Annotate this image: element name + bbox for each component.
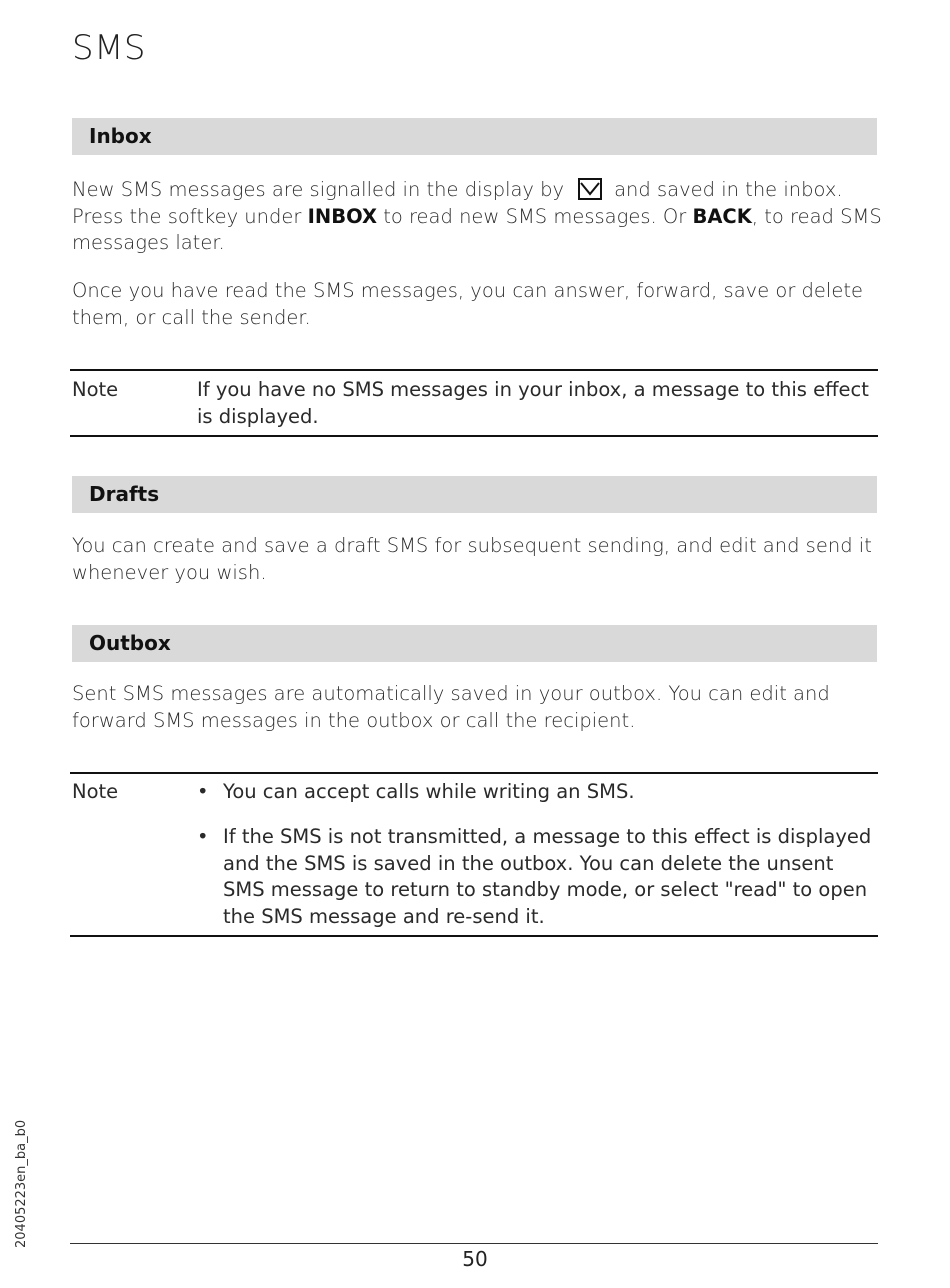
inbox-paragraph-1: New SMS messages are signalled in the display by and saved in the inbox. Press the softkey under INBOX to read new SMS messages. Or BACK, to read SMS messages later. — [72, 178, 882, 254]
note-label: Note — [72, 780, 119, 803]
footer-rule — [70, 1243, 878, 1244]
list-item: • If the SMS is not transmitted, a message to this effect is displayed and the SMS is saved in the outbox. You can delete the unsent SMS message to return to standby mode, or select "read" to open the SMS message and re-send it. — [197, 825, 872, 928]
page-title: SMS — [72, 28, 146, 68]
document-code: 20405223en_ba_b0 — [14, 1119, 29, 1248]
inbox-paragraph-2: Once you have read the SMS messages, you can answer, forward, save or delete them, or call the sender. — [72, 279, 863, 329]
page-number: 50 — [462, 1247, 488, 1271]
envelope-icon — [578, 178, 602, 200]
bullet-icon: • — [197, 825, 209, 848]
section-heading-inbox: Inbox — [72, 118, 877, 155]
note-label: Note — [72, 378, 119, 401]
section-heading-drafts: Drafts — [72, 476, 877, 513]
outbox-paragraph: Sent SMS messages are automatically saved in your outbox. You can edit and forward SMS messages in the outbox or call the recipient. — [72, 682, 830, 732]
list-item: • You can accept calls while writing an SMS. — [197, 779, 877, 806]
drafts-paragraph: You can create and save a draft SMS for subsequent sending, and edit and send it whenever you wish. — [72, 534, 872, 584]
note-top-rule — [70, 772, 878, 774]
section-heading-outbox: Outbox — [72, 625, 877, 662]
note-text: If you have no SMS messages in your inbox, a message to this effect is displayed. — [197, 378, 869, 428]
note-bottom-rule — [70, 935, 878, 937]
bullet-icon: • — [197, 780, 209, 803]
note-bottom-rule — [70, 435, 878, 437]
note-top-rule — [70, 369, 878, 371]
